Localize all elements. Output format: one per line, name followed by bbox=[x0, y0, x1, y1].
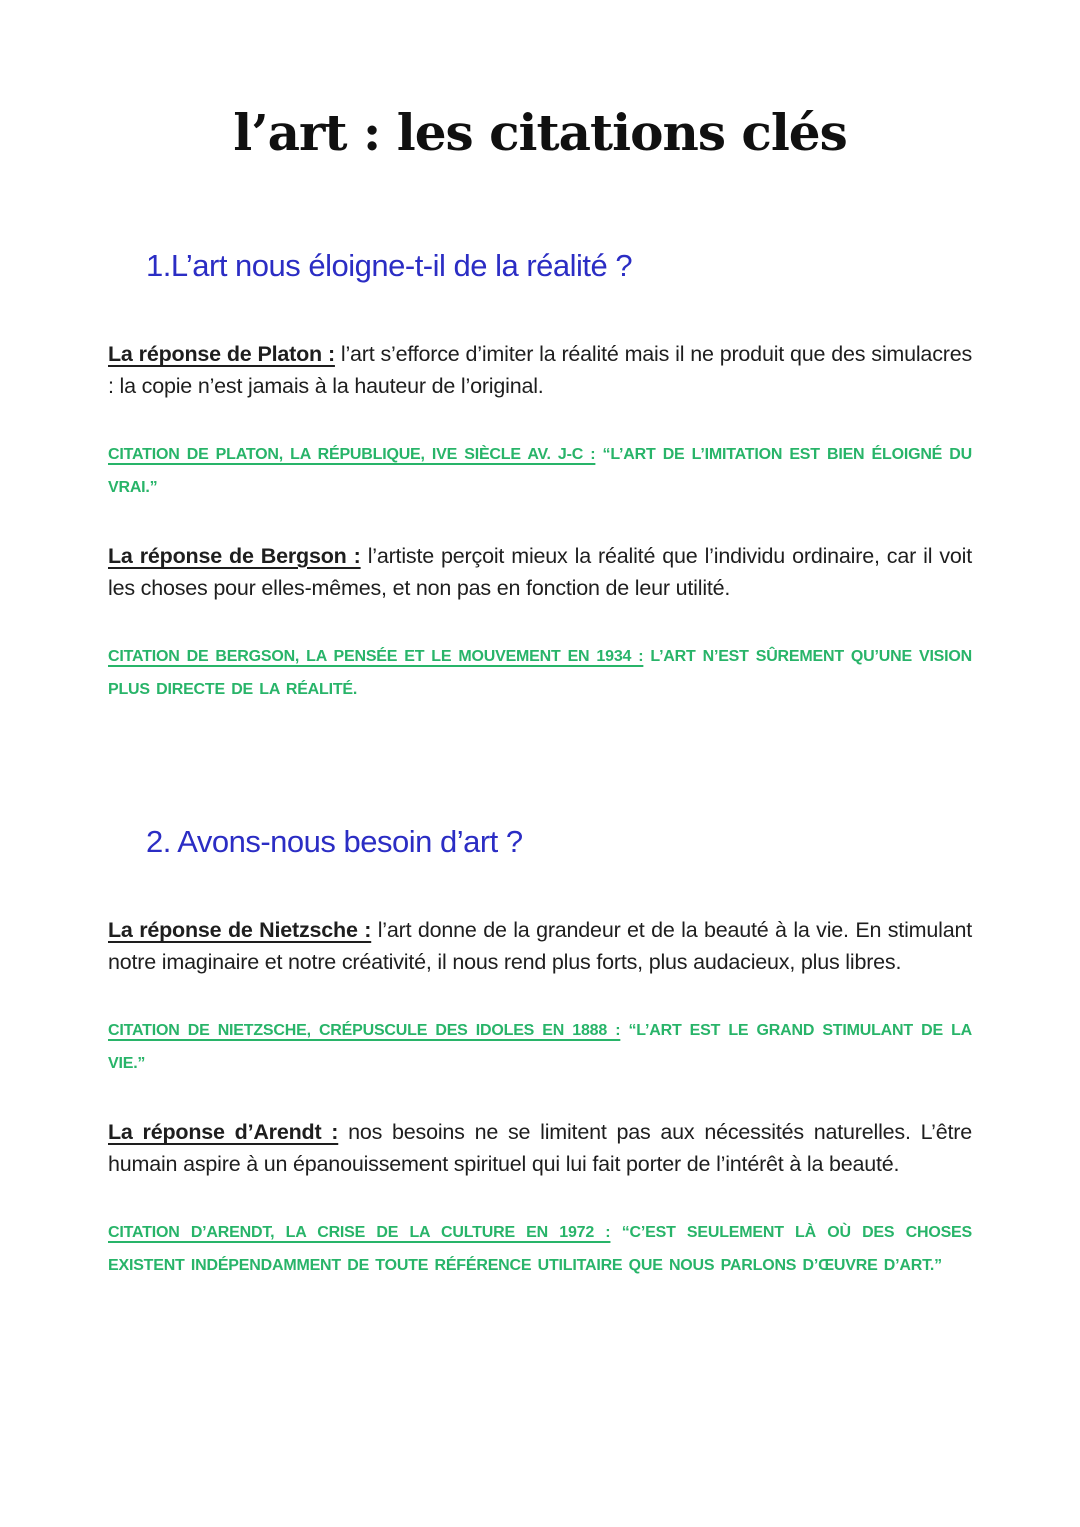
citation-nietzsche bbox=[108, 1014, 972, 1080]
section-2-heading: 2. Avons-nous besoin d’art ? bbox=[146, 824, 523, 859]
response-platon-lead: La réponse de Platon : bbox=[108, 342, 335, 366]
citation-nietzsche-quote: “L’ART EST LE GRAND STIMULANT DE LA VIE.” bbox=[108, 1022, 973, 1072]
response-arendt-body: nos besoins ne se limitent pas aux nécessités naturelles. L’être humain aspire à un épanouissement spirituel qui lui fait porter de l’intérêt à la beauté. bbox=[108, 1120, 972, 1176]
section-besoin-d-art bbox=[108, 824, 972, 1282]
document-title: l’art : les citations clés bbox=[233, 103, 847, 162]
citation-arendt bbox=[108, 1216, 972, 1282]
response-bergson-body: l’artiste perçoit mieux la réalité que l’individu ordinaire, car il voit les choses pour elles-mêmes, et non pas en fonction de leur utilité. bbox=[108, 544, 972, 600]
response-arendt bbox=[108, 1116, 972, 1180]
citation-platon-source: CITATION DE PLATON, LA RÉPUBLIQUE, IVE SIÈCLE AV. J-C : bbox=[108, 446, 596, 463]
response-bergson-lead: La réponse de Bergson : bbox=[108, 544, 361, 568]
citation-arendt-quote: “C’EST SEULEMENT LÀ OÙ DES CHOSES EXISTENT INDÉPENDAMMENT DE TOUTE RÉFÉRENCE UTILITAIRE QUE NOUS PARLONS D’ŒUVRE D’ART.” bbox=[108, 1224, 973, 1274]
response-nietzsche bbox=[108, 914, 972, 978]
response-bergson bbox=[108, 540, 972, 604]
response-platon bbox=[108, 338, 972, 402]
section-art-et-realite bbox=[108, 248, 972, 706]
response-nietzsche-lead: La réponse de Nietzsche : bbox=[108, 918, 372, 942]
response-nietzsche-body: l’art donne de la grandeur et de la beauté à la vie. En stimulant notre imaginaire et notre créativité, il nous rend plus forts, plus audacieux, plus libres. bbox=[108, 918, 972, 974]
citation-bergson-source: CITATION DE BERGSON, LA PENSÉE ET LE MOUVEMENT EN 1934 : bbox=[108, 648, 644, 665]
response-arendt-lead: La réponse d’Arendt : bbox=[108, 1120, 339, 1144]
citation-bergson-quote: L’ART N’EST SÛREMENT QU’UNE VISION PLUS DIRECTE DE LA RÉALITÉ. bbox=[108, 648, 973, 698]
citation-platon bbox=[108, 438, 972, 504]
citation-platon-quote: “L’ART DE L’IMITATION EST BIEN ÉLOIGNÉ DU VRAI.” bbox=[108, 446, 972, 496]
section-1-heading: 1.L’art nous éloigne-t-il de la réalité ? bbox=[146, 248, 633, 283]
citation-arendt-source: CITATION D’ARENDT, LA CRISE DE LA CULTURE EN 1972 : bbox=[108, 1224, 611, 1241]
citation-nietzsche-source: CITATION DE NIETZSCHE, CRÉPUSCULE DES IDOLES EN 1888 : bbox=[108, 1022, 621, 1039]
response-platon-body: l’art s’efforce d’imiter la réalité mais il ne produit que des simulacres : la copie n’est jamais à la hauteur de l’original. bbox=[108, 342, 973, 398]
citation-bergson bbox=[108, 640, 972, 706]
